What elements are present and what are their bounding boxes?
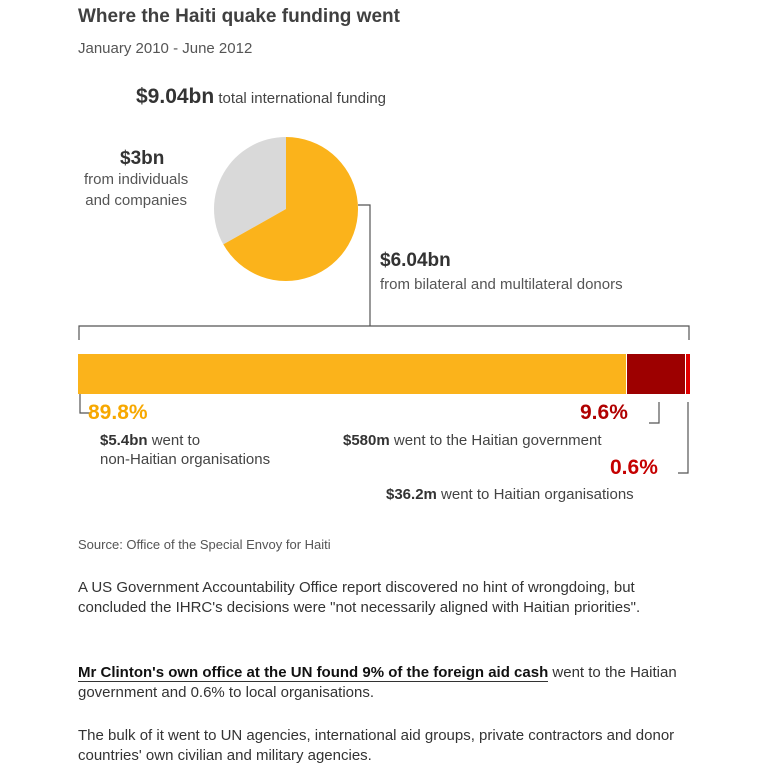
individuals-line-1: from individuals bbox=[84, 171, 189, 188]
nonhaitian-line-1: went to bbox=[147, 432, 201, 449]
gov-connector bbox=[649, 402, 659, 423]
org-connector bbox=[678, 402, 688, 473]
source-note: Source: Office of the Special Envoy for Haiti bbox=[78, 537, 331, 552]
bar-bracket bbox=[79, 326, 689, 340]
pie-to-bar-connector bbox=[358, 205, 370, 326]
article-paragraph-1: A US Government Accountability Office report discovered no hint of wrongdoing, but concluded the IHRC's decisions were "not necessarily aligned with Haitian priorities". bbox=[78, 579, 641, 616]
donors-description: from bilateral and multilateral donors bbox=[380, 276, 623, 293]
article-paragraph-3: The bulk of it went to UN agencies, international aid groups, private contractors and donor countries' own civilian and military agencies. bbox=[78, 727, 675, 764]
nonhaitian-line-2: non-Haitian organisations bbox=[100, 451, 271, 468]
individuals-amount: $3bn bbox=[120, 148, 165, 169]
organisations-text: went to Haitian organisations bbox=[436, 486, 634, 503]
nonhaitian-amount: $5.4bn bbox=[100, 432, 148, 449]
government-amount: $580m bbox=[343, 432, 390, 449]
nonhaitian-note bbox=[100, 431, 270, 469]
chart-title: Where the Haiti quake funding went bbox=[78, 6, 400, 27]
individuals-line-2: and companies bbox=[85, 192, 187, 209]
bar-segment-nonhaitian bbox=[78, 354, 627, 394]
bar-segment-haitian-government bbox=[627, 354, 687, 394]
article-link-clinton-office[interactable]: Mr Clinton's own office at the UN found 9% of the foreign aid cash bbox=[78, 664, 549, 681]
organisations-percent: 0.6% bbox=[610, 456, 658, 479]
government-note bbox=[343, 431, 602, 450]
organisations-note bbox=[386, 485, 634, 504]
government-text: went to the Haitian government bbox=[389, 432, 602, 449]
total-text: total international funding bbox=[214, 90, 387, 107]
allocation-stacked-bar bbox=[78, 354, 690, 394]
donors-amount: $6.04bn bbox=[380, 250, 451, 271]
article-paragraph-2-rest: went to the Haitian government and 0.6% to local organisations. bbox=[78, 664, 677, 701]
article-paragraph-2 bbox=[78, 663, 678, 703]
government-percent: 9.6% bbox=[580, 401, 628, 424]
chart-subtitle: January 2010 - June 2012 bbox=[78, 40, 253, 57]
total-amount: $9.04bn bbox=[136, 85, 215, 108]
bar-segment-haitian-organisations bbox=[686, 354, 690, 394]
nonhaitian-percent: 89.8% bbox=[88, 401, 148, 424]
organisations-amount: $36.2m bbox=[386, 486, 437, 503]
